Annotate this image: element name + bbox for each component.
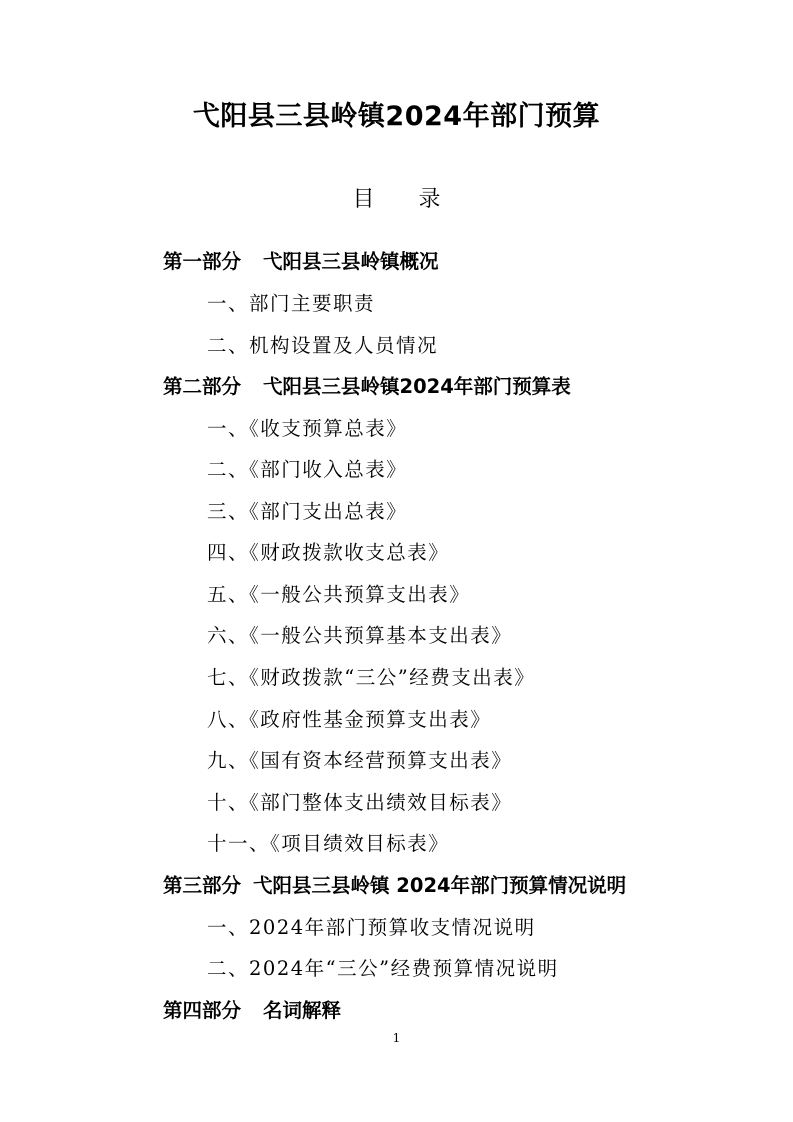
toc-part-2-label: 第二部分	[163, 375, 242, 398]
toc-part-4	[163, 995, 341, 1027]
toc-part-1-name: 弋阳县三县岭镇概况	[263, 250, 439, 273]
toc-item: 三、《部门支出总表》	[207, 500, 408, 523]
toc-part-2	[163, 371, 571, 403]
toc-part-4-name: 名词解释	[263, 999, 342, 1022]
toc-part-1-label: 第一部分	[163, 250, 242, 273]
toc-item: 二、2024年“三公”经费预算情况说明	[207, 957, 559, 980]
document-title: 弋阳县三县岭镇2024年部门预算	[192, 101, 601, 132]
toc-part-3-name: 弋阳县三县岭镇 2024年部门预算情况说明	[253, 874, 627, 897]
toc-part-2-name: 弋阳县三县岭镇2024年部门预算表	[263, 375, 571, 398]
toc-part-4-label: 第四部分	[163, 999, 242, 1022]
toc-heading-right: 录	[418, 187, 441, 212]
toc-item: 四、《财政拨款收支总表》	[207, 541, 450, 564]
toc-item: 一、《收支预算总表》	[207, 417, 408, 440]
toc-heading	[0, 184, 793, 216]
toc-item: 十、《部门整体支出绩效目标表》	[207, 791, 513, 814]
toc-item: 五、《一般公共预算支出表》	[207, 583, 471, 606]
toc-part-3	[163, 870, 626, 902]
toc-item: 七、《财政拨款“三公”经费支出表》	[207, 666, 536, 689]
toc-item: 八、《政府性基金预算支出表》	[207, 708, 492, 731]
toc-item: 一、部门主要职责	[207, 292, 376, 315]
toc-heading-left: 目	[352, 187, 375, 212]
toc-item: 六、《一般公共预算基本支出表》	[207, 624, 513, 647]
toc-item: 九、《国有资本经营预算支出表》	[207, 749, 513, 772]
toc-item: 一、2024年部门预算收支情况说明	[207, 916, 536, 939]
page-number: 1	[392, 1031, 401, 1045]
toc-item: 二、机构设置及人员情况	[207, 334, 439, 357]
toc-item: 十一、《项目绩效目标表》	[207, 832, 450, 855]
toc-part-3-label: 第三部分	[163, 874, 242, 897]
toc-part-1	[163, 246, 439, 278]
toc-item: 二、《部门收入总表》	[207, 458, 408, 481]
